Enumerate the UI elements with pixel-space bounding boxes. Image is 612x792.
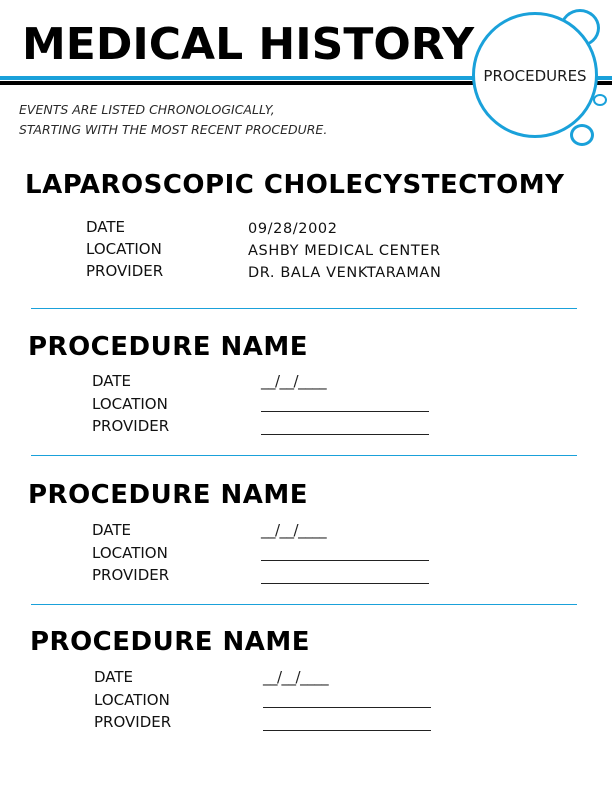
- procedures-badge-label: PROCEDURES: [483, 67, 587, 85]
- provider-label: PROVIDER: [92, 417, 170, 435]
- procedures-badge: [472, 12, 598, 138]
- section-divider: [31, 308, 577, 309]
- decorative-bubble: [570, 124, 594, 146]
- date-blank: __/__/____: [263, 668, 329, 686]
- location-blank-line: [263, 707, 431, 708]
- provider-blank-line: [261, 434, 429, 435]
- date-label: DATE: [92, 372, 132, 390]
- instructions-text: EVENTS ARE LISTED CHRONOLOGICALLY, STARTING WITH THE MOST RECENT PROCEDURE.: [19, 102, 328, 137]
- procedure-name: PROCEDURE NAME: [30, 627, 311, 657]
- location-label: LOCATION: [92, 395, 168, 413]
- date-label: DATE: [94, 668, 134, 686]
- date-label: DATE: [92, 521, 132, 539]
- provider-blank-line: [261, 583, 429, 584]
- location-label: LOCATION: [86, 240, 162, 258]
- section-divider: [31, 604, 577, 605]
- decorative-bubble: [593, 94, 607, 106]
- location-blank-line: [261, 411, 429, 412]
- provider-label: PROVIDER: [92, 566, 170, 584]
- provider-blank-line: [263, 730, 431, 731]
- procedure-name: PROCEDURE NAME: [28, 480, 309, 510]
- procedure-name: PROCEDURE NAME: [28, 332, 309, 362]
- location-blank-line: [261, 560, 429, 561]
- location-value: ASHBY MEDICAL CENTER: [248, 243, 441, 259]
- provider-label: PROVIDER: [94, 713, 172, 731]
- date-blank: __/__/____: [261, 521, 327, 539]
- location-label: LOCATION: [92, 544, 168, 562]
- page-title: MEDICAL HISTORY: [22, 19, 475, 70]
- date-blank: __/__/____: [261, 372, 327, 390]
- date-value: 09/28/2002: [248, 221, 338, 237]
- provider-label: PROVIDER: [86, 262, 164, 280]
- procedure-name: LAPAROSCOPIC CHOLECYSTECTOMY: [25, 170, 565, 200]
- location-label: LOCATION: [94, 691, 170, 709]
- section-divider: [31, 455, 577, 456]
- provider-value: DR. BALA VENKTARAMAN: [248, 265, 442, 281]
- date-label: DATE: [86, 218, 126, 236]
